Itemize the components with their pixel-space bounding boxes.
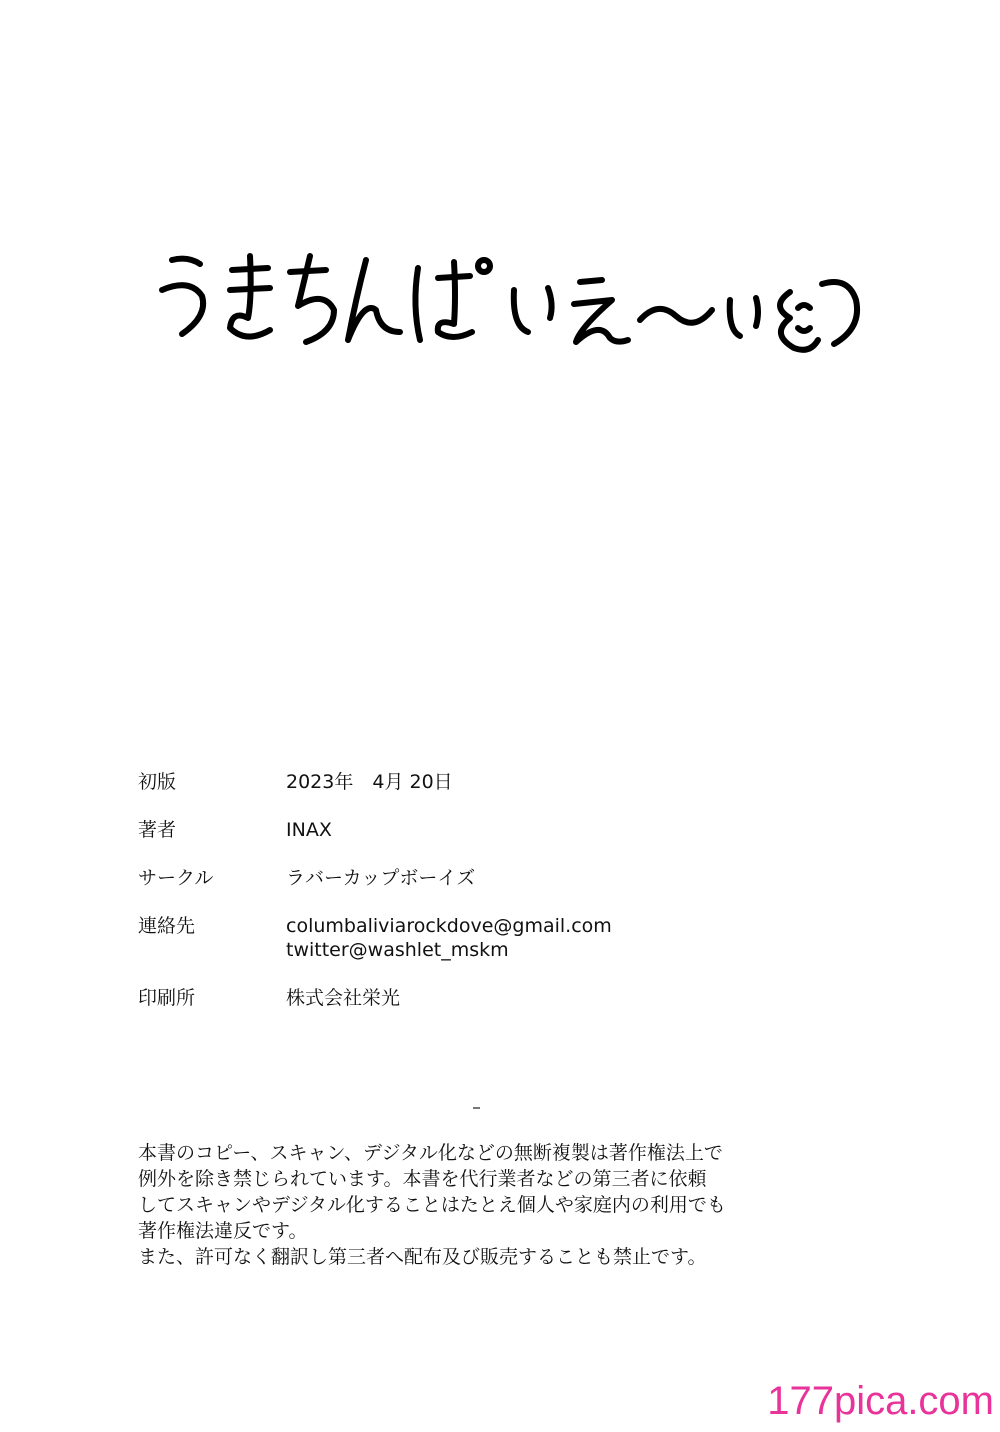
handwritten-message (150, 248, 870, 388)
notice-line: 本書のコピー、スキャン、デジタル化などの無断複製は著作権法上で (138, 1142, 723, 1164)
first-edition-label: 初版 (138, 771, 177, 793)
contact-twitter: twitter@washlet_mskm (286, 939, 509, 961)
handwritten-message-drawing (150, 248, 870, 388)
circle-label: サークル (138, 867, 214, 889)
colophon-table (138, 770, 838, 1034)
notice-line: 例外を除き禁じられています。本書を代行業者などの第三者に依頼 (138, 1168, 707, 1190)
author-label: 著者 (138, 819, 177, 841)
printer-label: 印刷所 (138, 987, 196, 1009)
notice-line: 著作権法違反です。 (138, 1220, 308, 1242)
circle-name: ラバーカップボーイズ (286, 867, 476, 889)
contact-email: columbaliviarockdove@gmail.com (286, 915, 612, 937)
contact-label: 連絡先 (138, 915, 196, 937)
first-edition-date: 2023年 4月 20日 (286, 771, 453, 793)
colophon-row-first-edition (138, 770, 838, 794)
colophon-row-circle (138, 866, 838, 890)
site-watermark: 177pica.com (767, 1379, 994, 1423)
copyright-notice (138, 1140, 858, 1270)
author-name: INAX (286, 819, 332, 841)
notice-line: また、許可なく翻訳し第三者へ配布及び販売することも禁止です。 (138, 1246, 707, 1268)
printer-name: 株式会社栄光 (286, 987, 401, 1009)
colophon-row-contact (138, 914, 838, 962)
divider-mark (473, 1107, 480, 1109)
notice-line: してスキャンやデジタル化することはたとえ個人や家庭内の利用でも (138, 1194, 726, 1216)
colophon-row-author (138, 818, 838, 842)
colophon-row-printer (138, 986, 838, 1010)
